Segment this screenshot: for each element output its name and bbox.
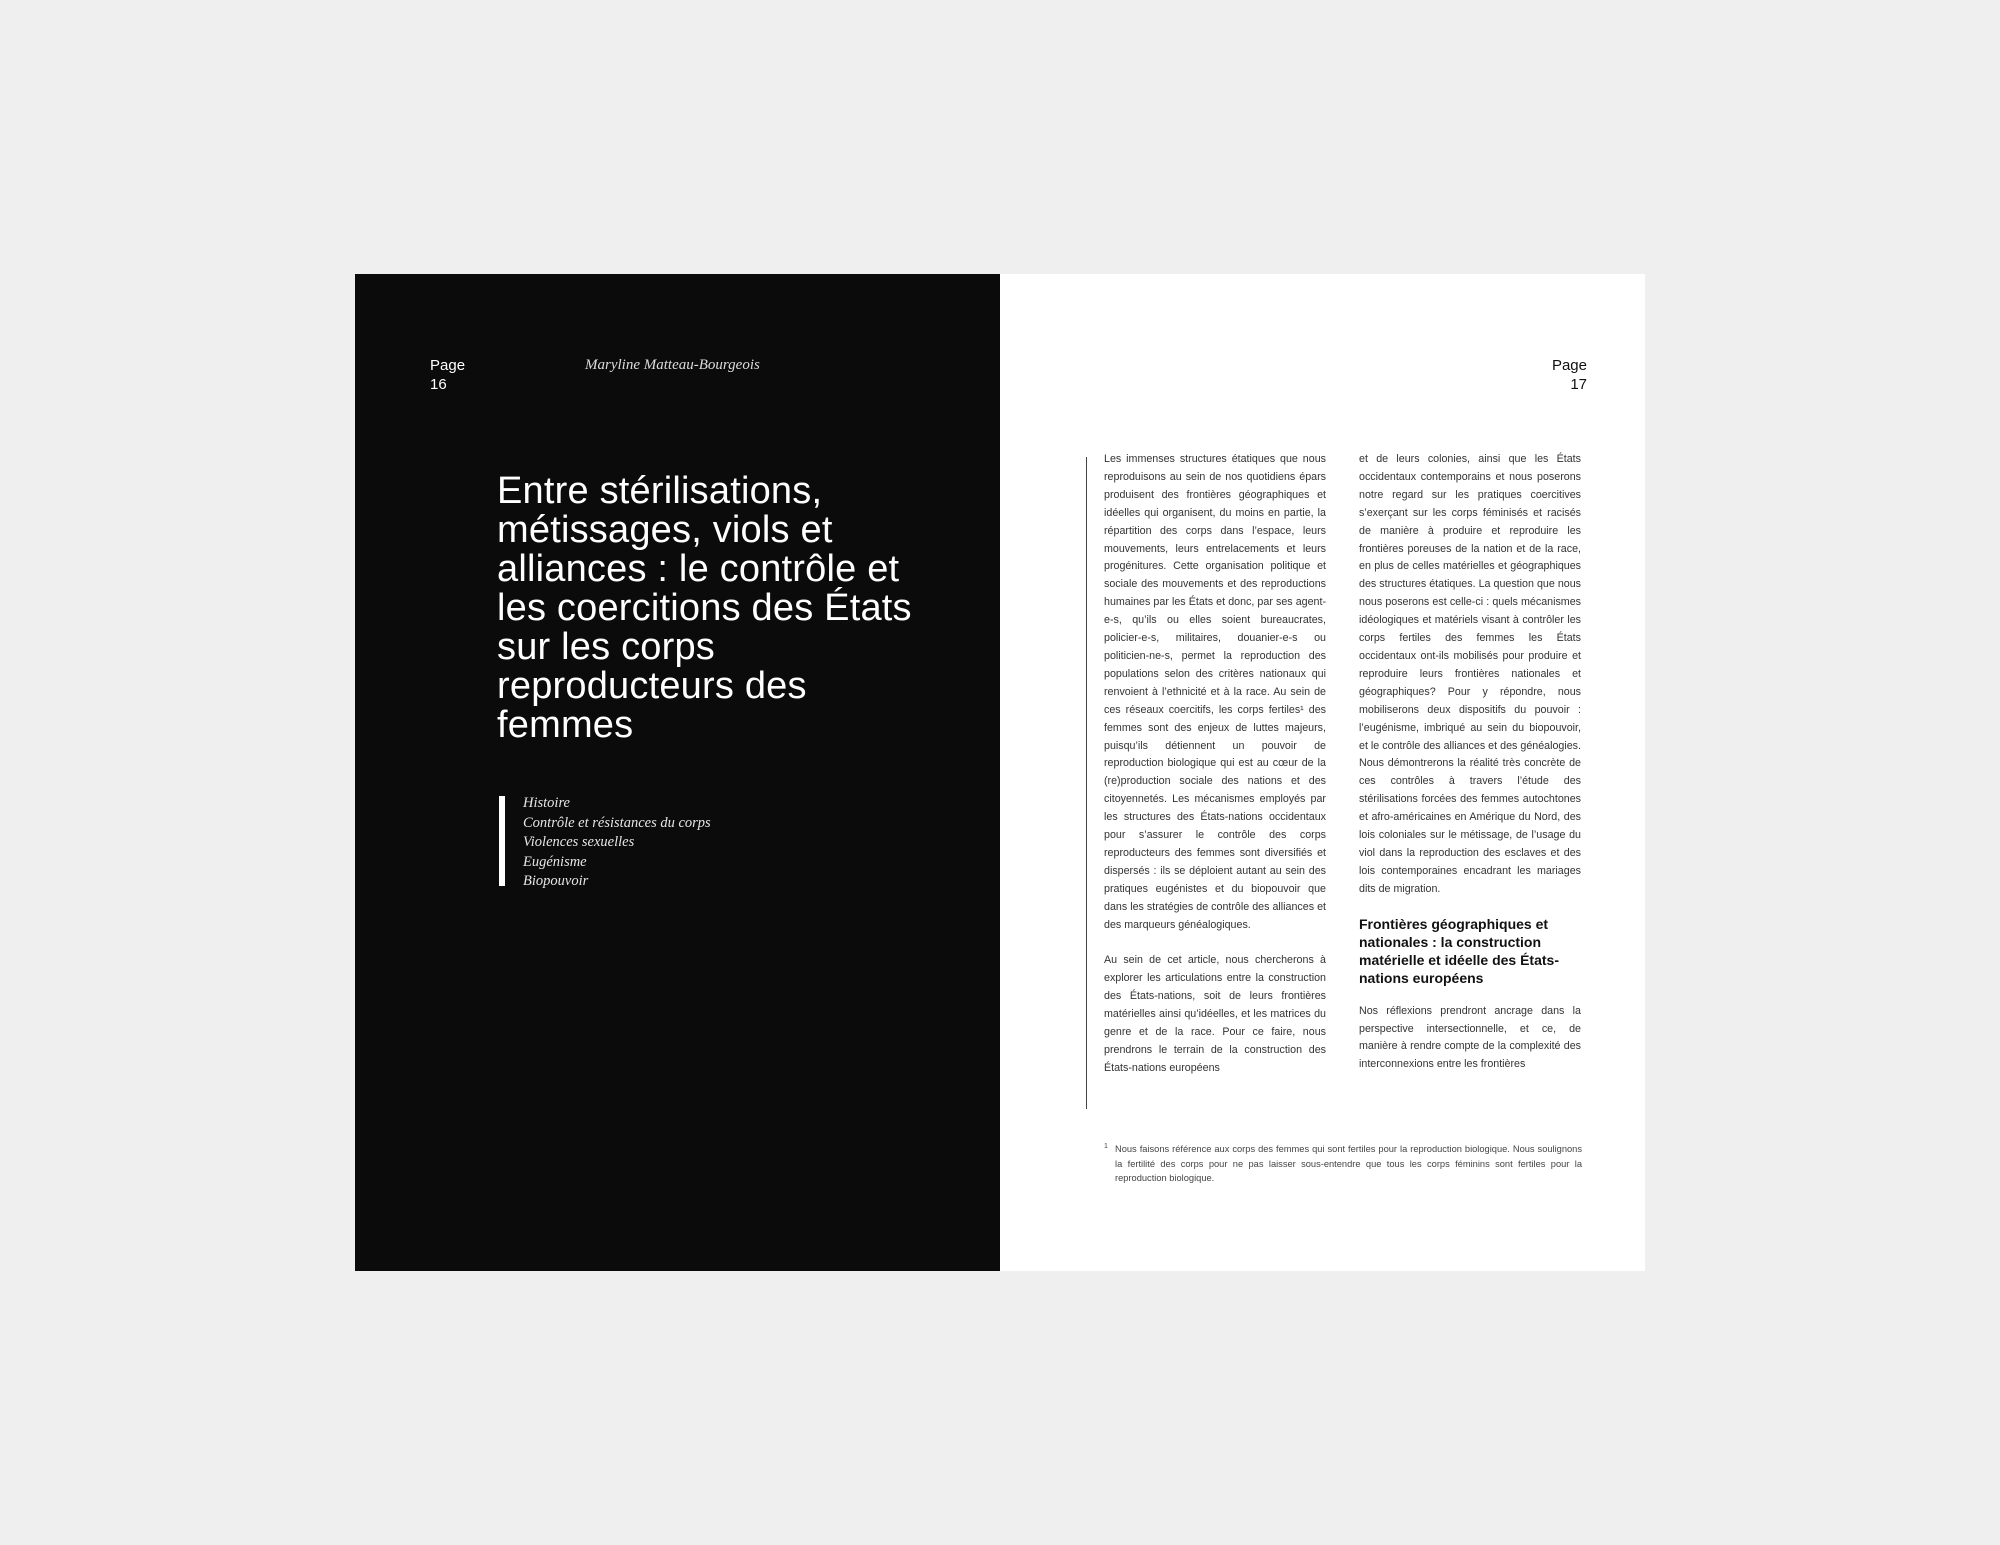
keywords-bar [499,796,505,886]
left-page [355,274,1000,1271]
author-name: Maryline Matteau-Bourgeois [585,357,760,373]
keyword-item: Eugénisme [523,853,587,870]
column-rule [1086,457,1087,1109]
keyword-item: Violences sexuelles [523,834,635,850]
right-page [1000,274,1645,1271]
body-paragraph: Au sein de cet article, nous chercherons à explorer les articulations entre la construction des États-nations, soit de leurs frontières matérielles ainsi qu’idéelles, et les matrices du genre et de la race. Pour ce faire, nous prendrons le terrain de la construction des États-nations européens [1104,954,1326,1074]
keywords-block [499,794,711,892]
keyword-item: Biopouvoir [523,873,589,889]
keyword-item: Histoire [523,795,570,811]
keywords-list [499,794,711,892]
footnote-text: Nous faisons référence aux corps des femmes qui sont fertiles pour la reproduction biologique. Nous soulignons la fertilité des corps pour ne pas laisser sous-entendre que tous les corps féminins sont fertiles pour la reproduction biologique. [1115,1144,1582,1183]
body-column-1 [1104,451,1326,1078]
section-heading: Frontières géographiques et nationales : la construction matérielle et idéelle des États-nations européens [1359,915,1559,986]
page-number-right [1552,356,1587,394]
page-number: 17 [1570,376,1587,393]
article-title: Entre stérilisations, métissages, viols et alliances : le contrôle et les coercitions des États sur les corps reproducteurs des femmes [497,470,912,746]
body-paragraph: Nos réflexions prendront ancrage dans la perspective intersectionnelle, et ce, de manière à rendre compte de la complexité des interconnexions entre les frontières [1359,1004,1581,1071]
footnote [1104,1142,1582,1186]
page-number: 16 [430,376,447,393]
page-label: Page [1551,357,1587,374]
body-paragraph: et de leurs colonies, ainsi que les États occidentaux contemporains et nous poserons notre regard sur les pratiques coercitives s’exerçant sur les corps féminisés et racisés de manière à produire et reproduire les frontières poreuses de la nation et de la race, en plus de celles matérielles et géographiques des structures étatiques. La question que nous nous poserons est celle-ci : quels mécanismes idéologiques et matériels visant à contrôler les corps fertiles des femmes les États occidentaux ont-ils mobilisés pour produire et reproduire leurs frontières nationales et géographiques? Pour y répondre, nous mobiliserons deux dispositifs du pouvoir : l’eugénisme, imbriqué au sein du biopouvoir, et le contrôle des alliances et des généalogies. Nous démontrerons la réalité très concrète de ces contrôles à travers l’étude des stérilisations forcées des femmes autochtones et afro-américaines en Amérique du Nord, des lois coloniales sur le métissage, de l’usage du viol dans la reproduction des esclaves et des lois contemporaines encadrant les mariages dits de migration. [1359,453,1581,895]
keyword-item: Contrôle et résistances du corps [523,814,711,831]
body-paragraph: Les immenses structures étatiques que nous reproduisons au sein de nos quotidiens épars produisent des frontières géographiques et idéelles qui organisent, du moins en partie, la répartition des corps dans l’espace, leurs mouvements, leurs entrelacements et leurs progénitures. Cette organisation politique et sociale des mouvements et des reproductions humaines par les États et donc, par ses agent-e-s, qu’ils ou elles soient bureaucrates, policier-e-s, militaires, douanier-e-s ou politicien-ne-s, permet la reproduction des populations selon des critères nationaux qui renvoient à l’ethnicité et à la race. Au sein de ces réseaux coercitifs, les corps fertiles¹ des femmes sont des enjeux de luttes majeurs, puisqu’ils détiennent un pouvoir de reproduction biologique qui est au cœur de la (re)production sociale des nations et des citoyennetés. Les mécanismes employés par les structures des États-nations occidentaux pour s’assurer le contrôle des corps reproducteurs des femmes sont diversifiés et dispersés : ils se déploient autant au sein des pratiques eugénistes et du biopouvoir que dans les stratégies de contrôle des alliances et des marqueurs généalogiques. [1104,453,1326,931]
footnote-number: 1 [1104,1143,1108,1150]
page-number-left [430,356,465,394]
book-spread [355,274,1645,1271]
page-label: Page [430,357,466,374]
body-column-2 [1359,451,1581,1074]
